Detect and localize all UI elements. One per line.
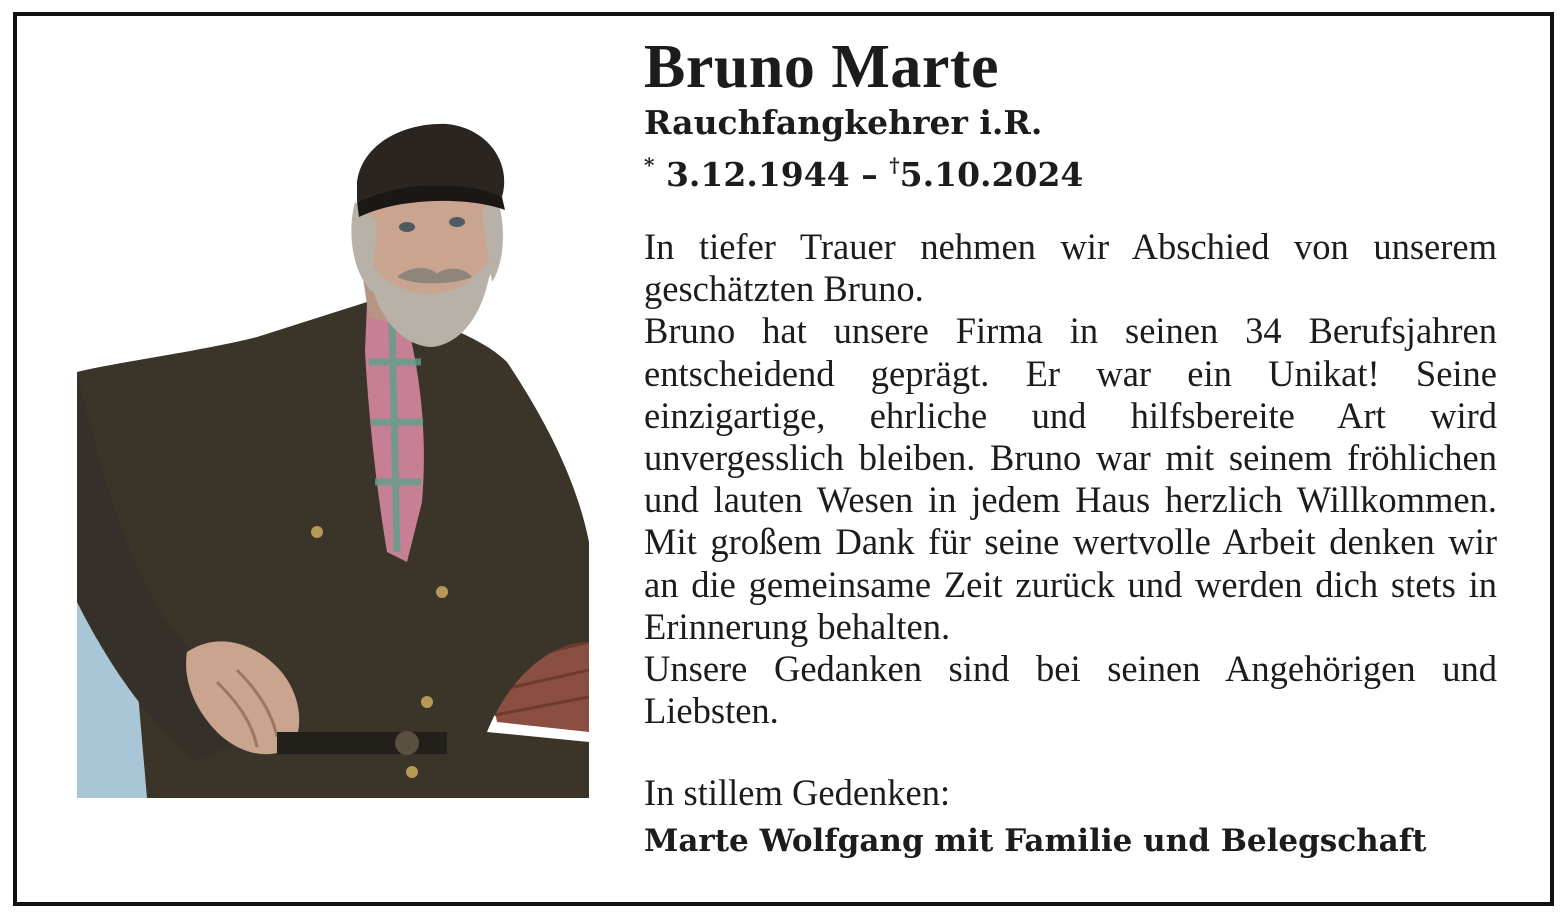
belt bbox=[277, 732, 447, 754]
obituary-body bbox=[644, 226, 1497, 732]
death-symbol: † bbox=[889, 153, 900, 177]
belt-buckle bbox=[395, 731, 419, 755]
paragraph-tribute: Bruno hat unsere Firma in seinen 34 Berufsjahren entscheidend geprägt. Er war ein Unikat! Seine einzigartige, ehrliche und hilfsbereite Art wird unvergesslich bleiben. Bruno war mit seinem fröhlichen und lauten Wesen in jedem Haus herzlich Willkommen. Mit großem Dank für seine wertvolle Arbeit denken wir an die gemeinsame Zeit zurück und werden dich stets in Erinnerung behalten. bbox=[644, 310, 1497, 647]
life-dates bbox=[644, 144, 1497, 196]
obituary-text bbox=[644, 34, 1497, 862]
signature: Marte Wolfgang mit Familie und Belegschaft bbox=[644, 823, 1427, 860]
portrait-photo bbox=[77, 122, 589, 798]
death-date: 5.10.2024 bbox=[899, 155, 1084, 194]
deceased-name: Bruno Marte bbox=[644, 33, 1000, 101]
paragraph-farewell: In tiefer Trauer nehmen wir Abschied von unserem geschätzten Bruno. bbox=[644, 226, 1497, 310]
date-separator: – bbox=[861, 155, 878, 194]
profession: Rauchfangkehrer i.R. bbox=[644, 103, 1043, 142]
birth-symbol: * bbox=[644, 153, 655, 177]
closing-line: In stillem Gedenken: bbox=[644, 772, 951, 814]
paragraph-condolence: Unsere Gedanken sind bei seinen Angehörigen und Liebsten. bbox=[644, 648, 1497, 732]
obituary-frame bbox=[13, 12, 1554, 906]
birth-date: 3.12.1944 bbox=[665, 155, 850, 194]
